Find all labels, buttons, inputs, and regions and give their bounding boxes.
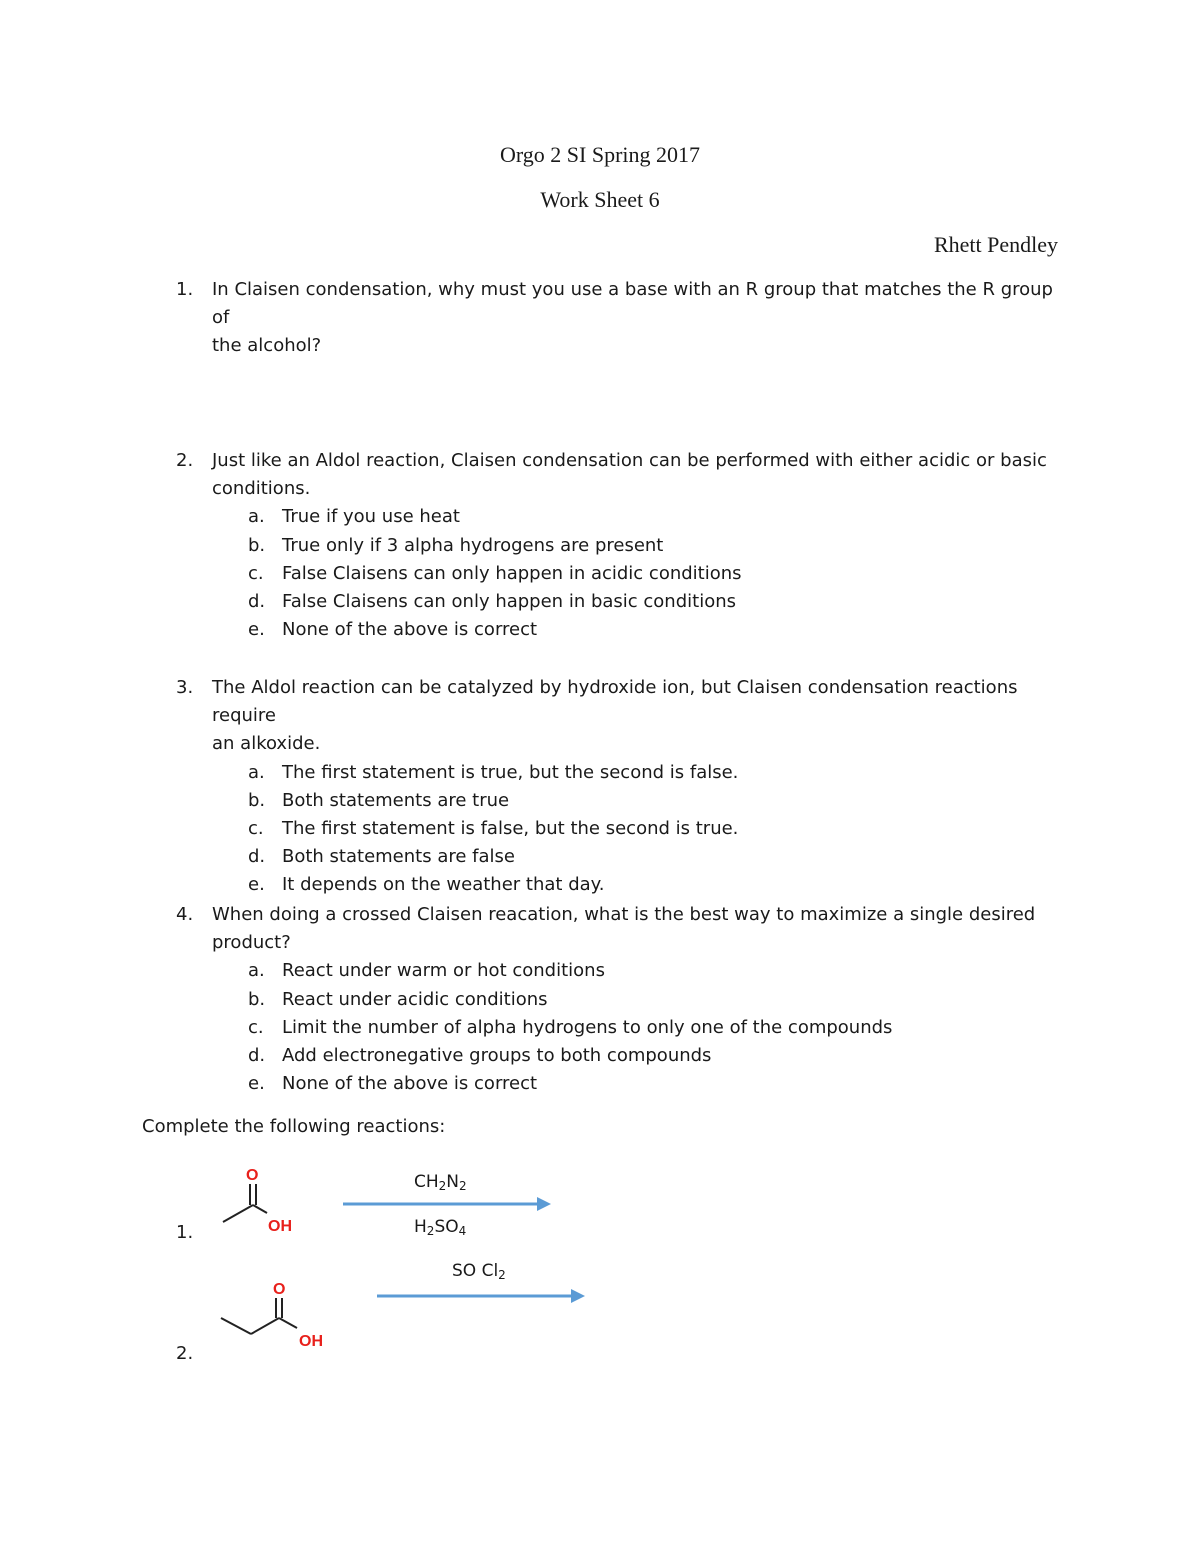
question-4 [176, 901, 1076, 1098]
answer-option [176, 957, 1076, 985]
page-subtitle: Work Sheet 6 [540, 187, 660, 212]
option-text: React under acidic conditions [282, 988, 548, 1010]
question-line: When doing a crossed Claisen reacation, what is the best way to maximize a single desired [212, 904, 1036, 925]
reactions-heading: Complete the following reactions: [142, 1116, 446, 1137]
option-text: Both statements are true [282, 789, 510, 811]
option-letter: d. [248, 846, 266, 868]
answer-option [176, 532, 1076, 560]
answer-option [176, 616, 1076, 644]
propanoic-acid-structure [215, 1276, 345, 1361]
author-name: Rhett Pendley [933, 232, 1058, 257]
oxygen-atom-label: O [246, 1167, 259, 1184]
reagent-above-arrow [414, 1172, 467, 1193]
question-1 [176, 276, 1076, 361]
reagent-subscript: 4 [458, 1224, 467, 1238]
option-letter: c. [248, 562, 264, 584]
question-line: The Aldol reaction can be catalyzed by hydroxide ion, but Claisen condensation reactions require [212, 677, 1018, 727]
option-letter: a. [248, 506, 265, 528]
option-text: Both statements are false [282, 846, 515, 868]
option-letter: c. [248, 817, 264, 839]
option-text: True only if 3 alpha hydrogens are present [282, 534, 664, 556]
option-letter: a. [248, 960, 265, 982]
answer-option [176, 759, 1076, 787]
reagent-text: SO Cl [452, 1261, 499, 1281]
answer-option [176, 871, 1076, 899]
question-line: the alcohol? [212, 335, 322, 357]
question-number: 3. [176, 677, 194, 698]
answer-option [176, 1070, 1076, 1098]
option-letter: c. [248, 1016, 264, 1038]
question-line: conditions. [212, 478, 311, 500]
question-line: In Claisen condensation, why must you use a base with an R group that matches the R group of [212, 279, 1053, 329]
option-text: The first statement is true, but the second is false. [282, 761, 739, 783]
question-line: Just like an Aldol reaction, Claisen condensation can be performed with either acidic or basic [212, 450, 1047, 471]
reaction-arrow [374, 1286, 589, 1306]
option-text: True if you use heat [282, 506, 460, 528]
option-letter: e. [248, 874, 265, 896]
reagent-subscript: 2 [459, 1179, 467, 1193]
option-letter: a. [248, 761, 265, 783]
question-number: 2. [176, 450, 194, 471]
question-number: 1. [176, 279, 194, 300]
hydroxyl-label: OH [299, 1333, 323, 1350]
reagent-text: H [414, 1217, 427, 1237]
reagent-above-arrow [452, 1261, 506, 1282]
reagent-below-arrow [414, 1217, 466, 1238]
question-line: an alkoxide. [212, 733, 321, 755]
option-letter: b. [248, 534, 266, 556]
option-letter: b. [248, 988, 266, 1010]
reagent-text: N [446, 1172, 460, 1192]
answer-option [176, 1042, 1076, 1070]
answer-option [176, 843, 1076, 871]
answer-option [176, 1014, 1076, 1042]
reagent-text: SO [434, 1217, 459, 1237]
option-text: Limit the number of alpha hydrogens to only one of the compounds [282, 1016, 893, 1038]
acetic-acid-structure [215, 1160, 315, 1240]
option-text: False Claisens can only happen in basic conditions [282, 590, 736, 612]
option-letter: d. [248, 590, 266, 612]
question-2 [176, 447, 1076, 644]
question-3 [176, 674, 1076, 900]
option-letter: e. [248, 619, 265, 641]
reagent-subscript: 2 [426, 1224, 435, 1238]
question-text [212, 674, 1076, 759]
question-line: product? [212, 932, 291, 954]
option-text: None of the above is correct [282, 1073, 538, 1095]
oxygen-atom-label: O [273, 1281, 286, 1298]
option-letter: b. [248, 789, 266, 811]
answer-option [176, 787, 1076, 815]
option-letter: d. [248, 1044, 266, 1066]
answer-option [176, 815, 1076, 843]
reaction-number: 2. [176, 1343, 194, 1364]
answer-option [176, 986, 1076, 1014]
hydroxyl-label: OH [268, 1218, 292, 1235]
option-text: Add electronegative groups to both compounds [282, 1044, 712, 1066]
option-text: The first statement is false, but the second is true. [282, 817, 739, 839]
answer-option [176, 503, 1076, 531]
question-text [212, 447, 1076, 503]
reagent-text: CH [414, 1172, 439, 1192]
answer-option [176, 560, 1076, 588]
option-text: None of the above is correct [282, 619, 538, 641]
question-text [212, 901, 1076, 957]
page-title: Orgo 2 SI Spring 2017 [499, 142, 701, 167]
reagent-subscript: 2 [498, 1268, 506, 1282]
option-text: It depends on the weather that day. [282, 874, 605, 896]
question-text [212, 276, 1076, 361]
option-text: False Claisens can only happen in acidic conditions [282, 562, 742, 584]
reaction-arrow [340, 1194, 555, 1214]
option-letter: e. [248, 1073, 265, 1095]
answer-option [176, 588, 1076, 616]
question-number: 4. [176, 904, 194, 925]
option-text: React under warm or hot conditions [282, 960, 605, 982]
reaction-number: 1. [176, 1222, 194, 1243]
reagent-subscript: 2 [438, 1179, 447, 1193]
